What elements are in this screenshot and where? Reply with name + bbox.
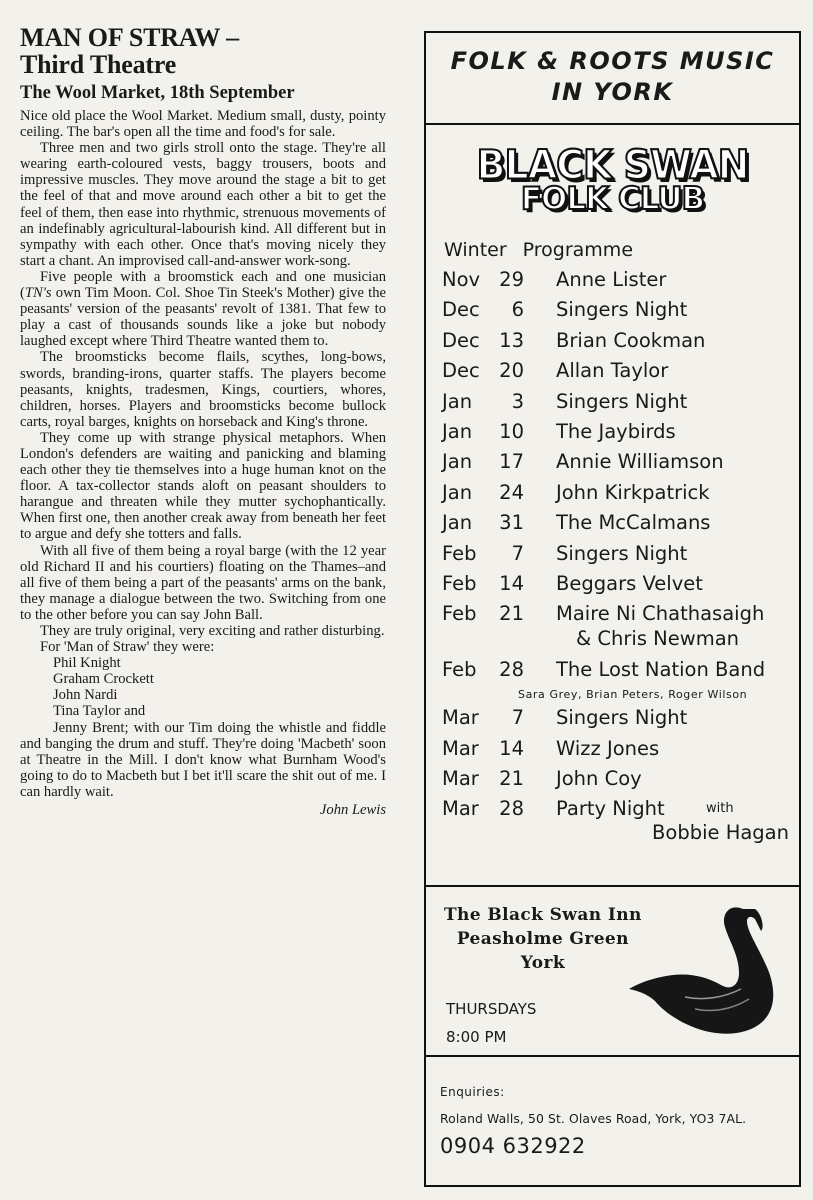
event-row <box>426 478 799 508</box>
enquiries-phone: 0904 632922 <box>440 1134 586 1158</box>
event-row <box>426 265 799 295</box>
advert-header <box>426 33 799 125</box>
event-day: 28 <box>499 658 524 682</box>
programme-word1: Winter <box>444 239 507 261</box>
cast-member: John Nardi <box>53 687 118 704</box>
black-swan-icon <box>625 897 785 1049</box>
event-day: 6 <box>511 298 524 322</box>
event-act: The McCalmans <box>556 511 711 535</box>
cast-member: Phil Knight <box>53 655 121 672</box>
event-month: Dec <box>442 359 480 383</box>
event-act: The Jaybirds <box>556 419 676 443</box>
cast-list <box>20 655 386 719</box>
event-day: 13 <box>499 328 524 352</box>
event-act: Annie Williamson <box>556 450 724 474</box>
venue-line2: Peasholme Green <box>456 929 629 949</box>
event-row <box>426 794 799 846</box>
event-row <box>426 387 799 417</box>
review-article <box>20 24 386 818</box>
venue-time: 8:00 PM <box>446 1028 507 1046</box>
event-act: John Coy <box>556 767 642 791</box>
event-day: 20 <box>499 359 524 383</box>
event-month: Jan <box>442 511 473 535</box>
event-row <box>426 655 799 703</box>
event-month: Feb <box>442 602 477 626</box>
review-paragraph: They are truly original, very exciting and rather disturbing. <box>40 623 385 639</box>
enquiries-address: Roland Walls, 50 St. Olaves Road, York, YO3 7AL. <box>440 1111 747 1126</box>
event-day: 29 <box>499 268 524 291</box>
event-day: 31 <box>499 511 524 535</box>
event-act: Anne Lister <box>556 268 667 291</box>
event-month: Feb <box>442 571 477 595</box>
event-act-second-line: & Chris Newman <box>576 627 740 651</box>
event-row <box>426 508 799 538</box>
review-title-line1: MAN OF STRAW – <box>20 23 239 52</box>
venue-box <box>426 885 799 1057</box>
programme-word2: Programme <box>522 239 634 261</box>
event-row <box>426 447 799 477</box>
event-day: 17 <box>499 450 524 474</box>
review-emphasis: TN's <box>24 285 52 302</box>
event-month: Mar <box>442 767 479 791</box>
event-month: Jan <box>442 480 473 504</box>
event-month: Jan <box>442 419 473 443</box>
event-month: Feb <box>442 658 477 682</box>
event-day: 14 <box>499 571 524 595</box>
event-act: Party Night <box>556 797 665 821</box>
event-act: Singers Night <box>556 389 688 413</box>
event-act: Singers Night <box>556 541 688 565</box>
review-paragraph: Jenny Brent; with our Tim doing the whistle and fiddle and banging the drum and stuff. They're doing 'Macbeth' soon at Theatre in the Mill. I don't know what Burnham Wood's going to do to Macbeth but I bet it'll scare the shit out of me. I can hardly wait. <box>20 719 386 800</box>
event-day: 7 <box>511 541 524 565</box>
venue-schedule <box>446 995 536 1051</box>
event-day: 10 <box>499 419 524 443</box>
event-row <box>426 295 799 325</box>
review-paragraph: Three men and two girls stroll onto the stage. They're all wearing earth-coloured vests, baggy trousers, boots and impressive muscles. They move around the stage a bit to get the feel of that and move around each other a bit to get the feel of them, then ease into rhythmic, strenuous movements of an indefinably agricultural-labourish kind. All different but in sympathy with each other. Once that's moving nicely they start a chant. An improvised call-and-answer work-song. <box>20 140 386 269</box>
review-subtitle: The Wool Market, 18th September <box>20 83 295 103</box>
cast-member: Graham Crockett <box>53 671 154 688</box>
review-text: Five people with a broomstick each and one musician ( <box>20 268 386 302</box>
logo-line2: FOLK CLUB <box>520 181 705 217</box>
event-day: 24 <box>499 480 524 504</box>
event-act: Maire Ni Chathasaigh <box>556 602 765 626</box>
event-month: Mar <box>442 706 479 730</box>
event-day: 28 <box>499 797 524 821</box>
event-act: Singers Night <box>556 298 688 322</box>
event-row <box>426 356 799 386</box>
event-month: Mar <box>442 797 479 821</box>
event-guest: Bobbie Hagan <box>652 821 789 845</box>
enquiries-section <box>440 1085 746 1158</box>
event-day: 3 <box>511 389 524 413</box>
event-row <box>426 764 799 794</box>
event-day: 14 <box>499 736 524 760</box>
review-paragraph: The broomsticks become flails, scythes, long-bows, swords, branding-irons, quarter staffs. The players become peasants, knights, tradesmen, Kings, courtiers, whores, children, horses. Players and broomsticks become bullock carts, royal barges, knights on horseback and King's throne. <box>20 349 386 430</box>
event-month: Nov <box>442 268 481 291</box>
review-author: John Lewis <box>319 802 386 819</box>
advert-header-line1: FOLK & ROOTS MUSIC <box>450 47 775 75</box>
event-day: 7 <box>511 706 524 730</box>
review-text: own Tim Moon. Col. Shoe Tin Steek's Mother) give the peasants' version of the peasants' revolt of 1381. That few to play a cast of thousands sounds like a joke but nobody laughed except where Third Theatre wanted them to. <box>20 285 386 350</box>
event-act: Allan Taylor <box>556 359 669 383</box>
venue-name <box>444 903 642 975</box>
event-act: Beggars Velvet <box>556 571 703 595</box>
event-row <box>426 569 799 599</box>
event-month: Jan <box>442 450 473 474</box>
advert-header-line2: IN YORK <box>551 78 674 106</box>
event-with: with <box>706 801 734 817</box>
event-band-members: Sara Grey, Brian Peters, Roger Wilson <box>518 688 748 702</box>
venue-line3: York <box>520 953 566 973</box>
enquiries-label: Enquiries: <box>440 1085 505 1099</box>
event-list <box>426 265 799 846</box>
review-paragraph: With all five of them being a royal barge (with the 12 year old Richard II and his courtiers) floating on the Thames–and all five of them being a part of the peasants' arms on the bank, they manage a dialogue between the two. Switching from one to the other before you can say John Ball. <box>20 542 386 623</box>
event-month: Dec <box>442 328 480 352</box>
event-row <box>426 599 799 655</box>
event-month: Jan <box>442 389 473 413</box>
cast-member: Tina Taylor and <box>53 703 146 720</box>
programme-title <box>426 235 799 265</box>
black-swan-logo <box>426 125 799 235</box>
review-paragraph: Nice old place the Wool Market. Medium small, dusty, pointy ceiling. The bar's open all the time and food's for sale. <box>20 108 386 141</box>
event-month: Feb <box>442 541 477 565</box>
event-day: 21 <box>499 602 524 626</box>
event-act: The Lost Nation Band <box>556 658 766 682</box>
event-row <box>426 417 799 447</box>
event-act: John Kirkpatrick <box>556 480 710 504</box>
event-row <box>426 326 799 356</box>
venue-line1: The Black Swan Inn <box>444 905 642 925</box>
review-title <box>20 24 386 78</box>
venue-day: THURSDAYS <box>446 1000 537 1018</box>
review-paragraph <box>20 269 386 349</box>
event-row <box>426 734 799 764</box>
review-paragraph: They come up with strange physical metaphors. When London's defenders are waiting and panicking and blaming each other they tie themselves into a huge human knot on the floor. A tax-collector stands aloft on peasant shoulders to harangue and threaten while they mutter sychophantically. When first one, then another creak away from beneath her feet to argue and defy she totters and falls. <box>20 429 386 543</box>
folk-club-advert <box>424 31 801 1187</box>
event-row <box>426 539 799 569</box>
event-act: Singers Night <box>556 706 688 730</box>
event-day: 21 <box>499 767 524 791</box>
review-paragraph: For 'Man of Straw' they were: <box>40 639 215 656</box>
review-title-line2: Third Theatre <box>20 50 177 79</box>
event-month: Dec <box>442 298 480 322</box>
event-row <box>426 703 799 733</box>
event-act: Brian Cookman <box>556 328 706 352</box>
logo-line1: BLACK SWAN <box>476 141 749 189</box>
event-act: Wizz Jones <box>556 736 660 760</box>
event-month: Mar <box>442 736 479 760</box>
